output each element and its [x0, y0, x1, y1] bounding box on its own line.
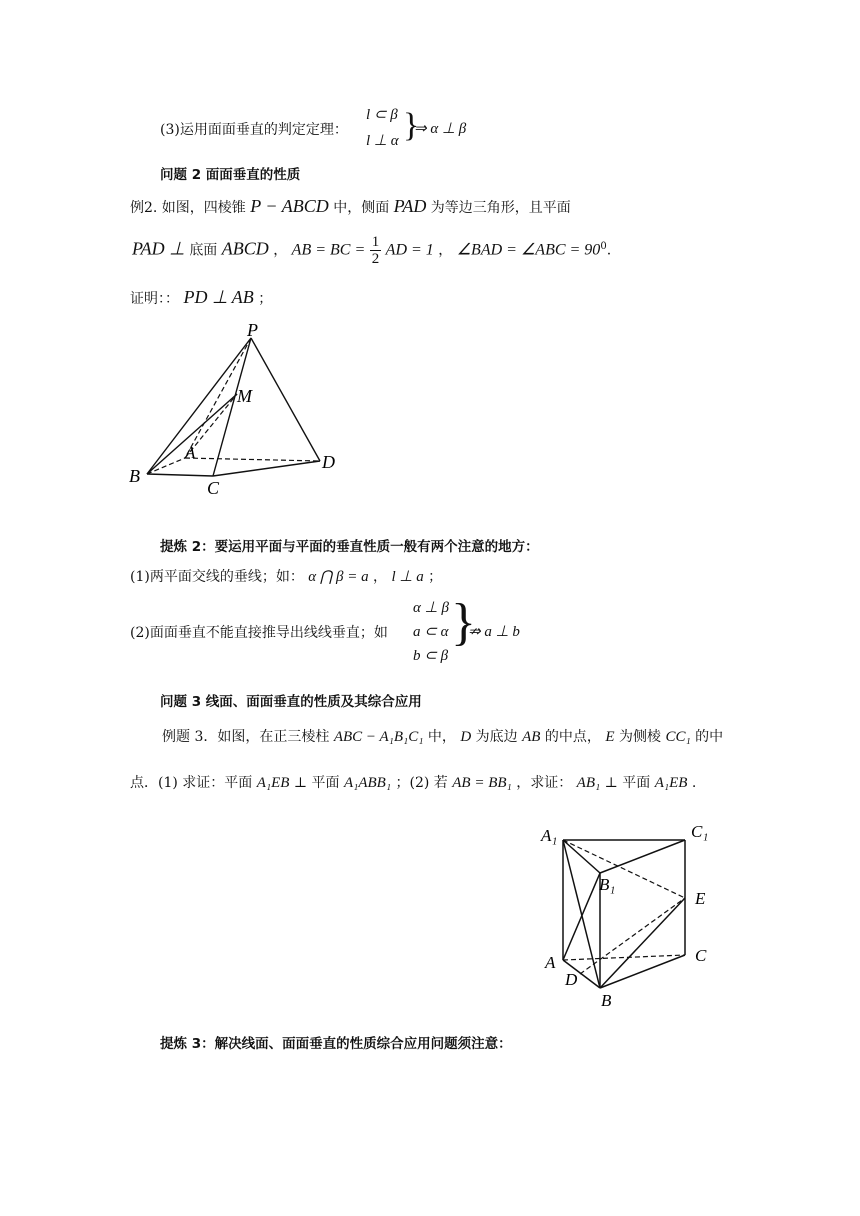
ex3-text: 的中点，: [544, 729, 601, 745]
proof-label: 证明：：: [130, 291, 179, 307]
ex2-fraction: [370, 234, 382, 267]
ex3-math: A₁ABB₁: [343, 775, 392, 791]
ex3-text: 例题 3．如图，在正三棱柱: [162, 729, 330, 745]
label-P: P: [247, 320, 258, 340]
tl2-title: 提炼 2：要运用平面与平面的垂直性质一般有两个注意的地方：: [160, 539, 539, 555]
ex2-text: 中，侧面: [333, 200, 390, 216]
tl2-text: ；: [428, 569, 443, 585]
label-C: C: [207, 478, 220, 498]
ex2-proof: [130, 287, 272, 308]
label-E: E: [695, 889, 706, 908]
proof-math: PD ⊥ AB: [183, 287, 254, 307]
ex2-text: ，: [273, 242, 288, 259]
label-B: B: [601, 991, 612, 1010]
ex3-line1: [162, 726, 723, 746]
ex3-math: A₁EB: [654, 775, 688, 791]
ex3-math: ABC − A₁B₁C₁: [333, 729, 424, 745]
frac-denominator: 2: [371, 251, 380, 267]
ex3-text: 中，: [427, 729, 456, 745]
ex3-text: 为侧棱: [618, 729, 661, 745]
ex3-math: CC₁: [665, 729, 691, 745]
tl2-cond1: α ⊥ β: [413, 600, 449, 616]
item3-brace: }: [403, 107, 420, 144]
ex2-text: 底面: [189, 242, 218, 259]
ex2-sup: 0: [600, 240, 607, 252]
prism-figure: [535, 815, 725, 1015]
ex2-math: AB = BC =: [291, 241, 366, 259]
ex3-text: ，求证：: [516, 775, 573, 791]
tl2-result: ⇏ a ⊥ b: [468, 624, 520, 640]
ex3-text: ⊥ 平面: [293, 775, 340, 791]
ex2-math: PAD: [393, 196, 427, 216]
ex2-line1: [130, 196, 571, 217]
item3-label: (3)运用面面垂直的判定定理：: [160, 122, 348, 138]
ex3-text: .: [691, 775, 697, 791]
ex3-math: A₁EB: [256, 775, 290, 791]
label-B1: B₁: [599, 875, 616, 894]
ex2-text: ，: [438, 242, 453, 259]
ex2-text: 例2. 如图，四棱锥: [130, 200, 246, 216]
ex2-math: ∠BAD = ∠ABC = 90: [456, 241, 601, 259]
tl2-brace: }: [451, 594, 476, 651]
frac-numerator: 1: [371, 234, 380, 250]
label-D: D: [565, 970, 578, 989]
ex2-math: AD = 1: [385, 241, 434, 259]
tl2-cond2: a ⊂ α: [413, 624, 449, 640]
ex3-math: D: [460, 729, 472, 745]
pyramid-figure: [125, 318, 355, 498]
q3-title: 问题 3 线面、面面垂直的性质及其综合应用: [160, 694, 422, 710]
tl2-math: α ⋂ β = a: [308, 569, 369, 585]
label-M: M: [237, 386, 252, 406]
tl3-title: 提炼 3：解决线面、面面垂直的性质综合应用问题须注意：: [160, 1036, 512, 1052]
ex2-math: P − ABCD: [250, 196, 329, 216]
ex2-text: .: [606, 242, 612, 259]
ex3-text: 为底边: [475, 729, 518, 745]
ex2-text: 为等边三角形，且平面: [430, 200, 571, 216]
ex3-math: AB₁: [576, 775, 601, 791]
ex3-text: ；(2) 若: [395, 775, 448, 791]
item3-result: ⇒ α ⊥ β: [414, 121, 467, 137]
tl2-math: l ⊥ a: [391, 569, 424, 585]
ex3-math: AB: [522, 729, 541, 745]
label-B: B: [129, 466, 140, 486]
ex2-math: ABCD: [221, 238, 269, 259]
tl2-point2: (2)面面垂直不能直接推导出线线垂直；如: [130, 625, 388, 641]
ex3-line2: [130, 772, 696, 792]
q2-title: 问题 2 面面垂直的性质: [160, 167, 301, 183]
ex3-text: 的中: [695, 729, 724, 745]
ex2-math: PAD ⊥: [132, 238, 185, 259]
label-A: A: [185, 443, 196, 462]
ex3-math: E: [605, 729, 615, 745]
ex2-line2: [132, 234, 611, 267]
label-C1: C₁: [691, 822, 709, 841]
label-A: A: [545, 953, 556, 972]
tl2-text: (1)两平面交线的垂线；如：: [130, 569, 304, 585]
ex3-text: 点．(1) 求证：平面: [130, 775, 253, 791]
item3-cond2: l ⊥ α: [366, 133, 399, 149]
label-C: C: [695, 946, 707, 965]
ex3-math: AB = BB₁: [452, 775, 512, 791]
item3-cond1: l ⊂ β: [366, 107, 398, 123]
tl2-text: ，: [373, 569, 388, 585]
tl2-cond3: b ⊂ β: [413, 648, 449, 664]
label-A1: A₁: [541, 826, 558, 845]
label-D: D: [322, 452, 335, 472]
ex3-text: ⊥ 平面: [604, 775, 651, 791]
proof-end: ；: [258, 291, 273, 307]
tl2-point1: [130, 566, 442, 586]
